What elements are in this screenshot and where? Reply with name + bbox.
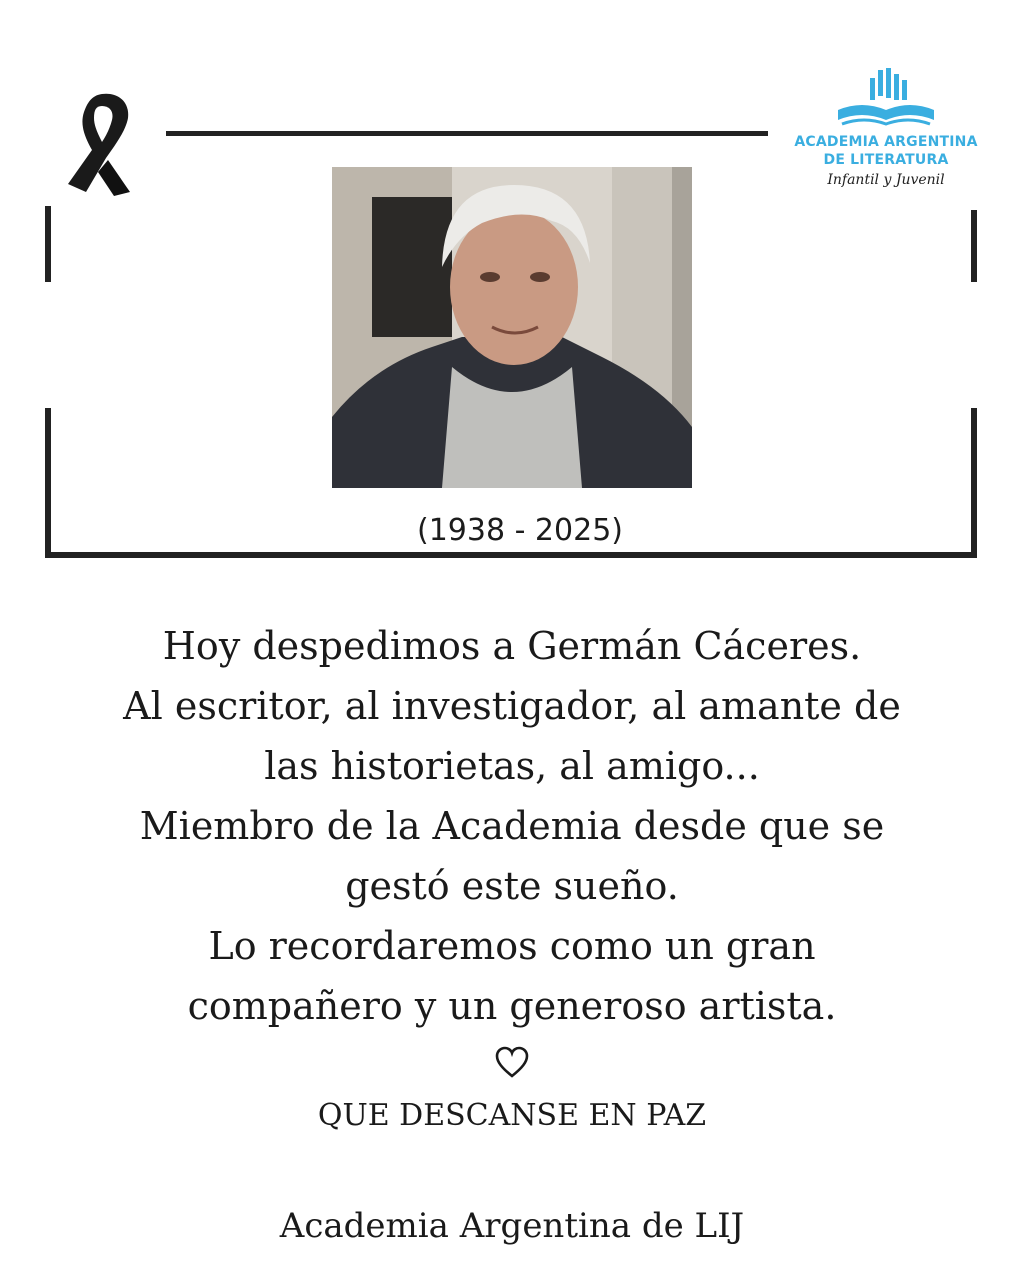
academy-logo <box>786 66 986 196</box>
frame-right-lower <box>971 408 977 558</box>
life-dates: (1938 - 2025) <box>416 513 623 548</box>
message-line: Miembro de la Academia desde que se <box>139 804 885 848</box>
frame-bottom-line <box>45 552 977 558</box>
farewell-message <box>112 616 912 1036</box>
message-line: gestó este sueño. <box>345 864 679 908</box>
message-line: las historietas, al amigo... <box>264 744 760 788</box>
frame-left-upper <box>45 206 51 282</box>
message-line: Lo recordaremos como un gran <box>208 924 816 968</box>
message-line: Al escritor, al investigador, al amante de <box>123 684 901 728</box>
message-line: compañero y un generoso artista. <box>187 984 837 1028</box>
logo-subtitle: Infantil y Juvenil <box>827 172 945 188</box>
message-line: Hoy despedimos a Germán Cáceres. <box>162 624 862 668</box>
open-book-icon <box>786 66 986 132</box>
portrait-photo <box>332 167 692 488</box>
frame-top-line <box>166 131 768 136</box>
logo-title-line2: DE LITERATURA <box>823 152 949 168</box>
signature: Academia Argentina de LIJ <box>279 1206 745 1246</box>
mourning-ribbon-icon <box>58 88 144 200</box>
frame-left-lower <box>45 408 51 558</box>
frame-right-upper <box>971 210 977 282</box>
heart-outline-icon <box>492 1042 532 1082</box>
logo-title-line1: ACADEMIA ARGENTINA <box>794 134 978 150</box>
rest-in-peace: QUE DESCANSE EN PAZ <box>317 1098 707 1133</box>
